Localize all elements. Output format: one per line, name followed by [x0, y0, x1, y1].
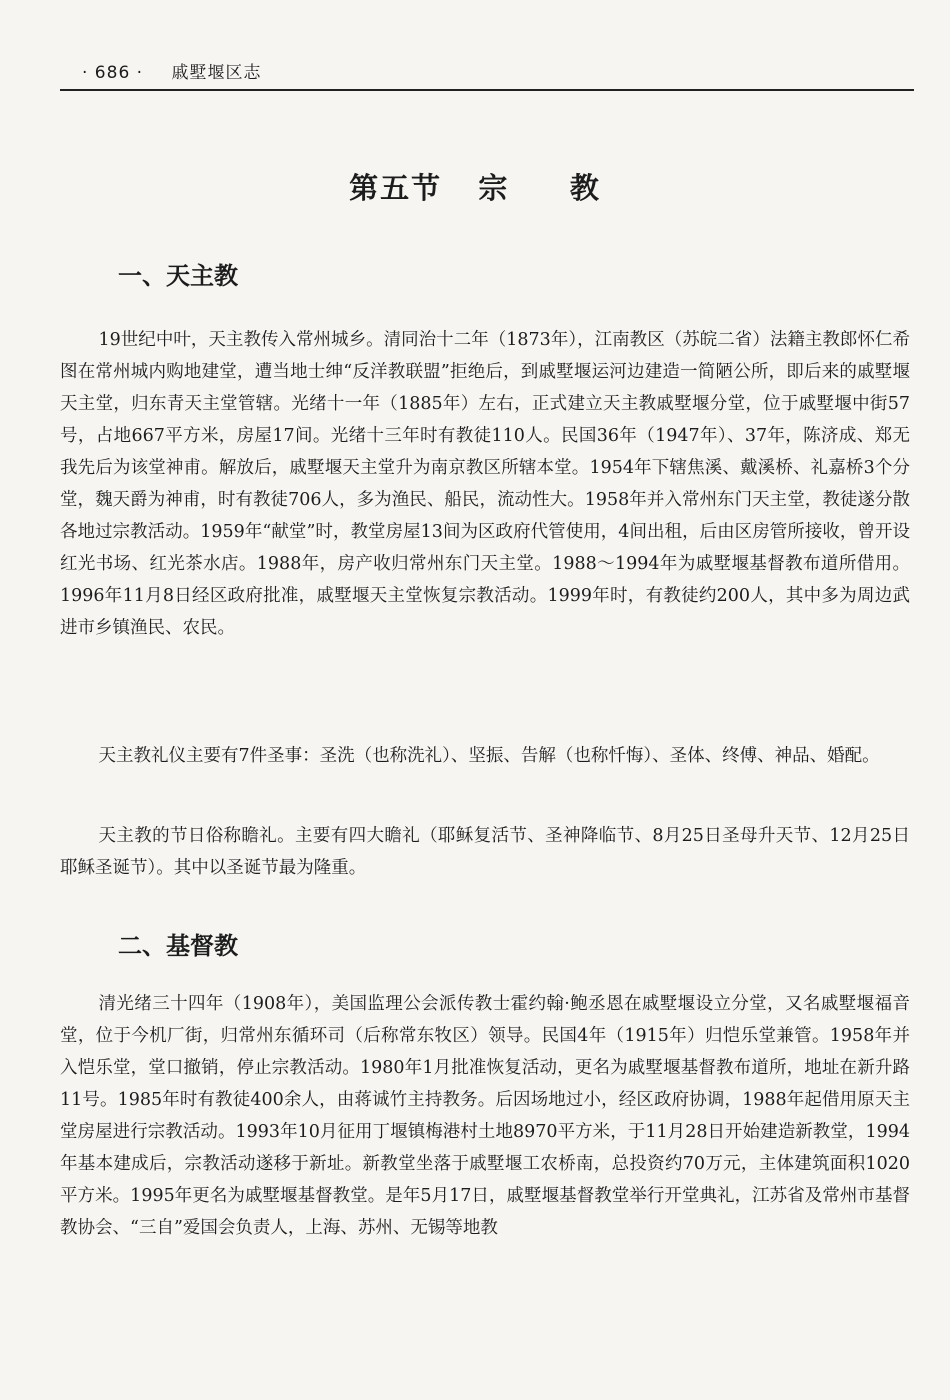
paragraph-catholic-festivals: 天主教的节日俗称瞻礼。主要有四大瞻礼（耶稣复活节、圣神降临节、8月25日圣母升天节、12月25日耶稣圣诞节）。其中以圣诞节最为隆重。	[60, 826, 910, 878]
section-title: 第五节 宗 教	[349, 171, 601, 205]
heading-christianity: 二、基督教	[118, 932, 238, 960]
paragraph-christian-history: 清光绪三十四年（1908年），美国监理公会派传教士霍约翰·鲍丞恩在戚墅堰设立分堂，又名戚墅堰福音堂，位于今机厂街，归常州东循环司（后称常东牧区）领导。民国4年（1915年）归恺乐堂兼管。1958年并入恺乐堂，堂口撤销，停止宗教活动。1980年1月批准恢复活动，更名为戚墅堰基督教布道所，地址在新升路11号。1985年时有教徒400余人，由蒋诚竹主持教务。后因场地过小，经区政府协调，1988年起借用原天主堂房屋进行宗教活动。1993年10月征用丁堰镇梅港村土地8970平方米，于11月28日开始建造新教堂，1994年基本建成后，宗教活动遂移于新址。新教堂坐落于戚墅堰工农桥南，总投资约70万元，主体建筑面积1020平方米。1995年更名为戚墅堰基督教堂。是年5月17日，戚墅堰基督教堂举行开堂典礼，江苏省及常州市基督教协会、“三自”爱国会负责人，上海、苏州、无锡等地教	[60, 994, 910, 1238]
header-rule	[60, 89, 914, 91]
book-title: 戚墅堰区志	[171, 63, 262, 83]
page-number: · 686 ·	[82, 63, 144, 83]
paragraph-catholic-sacraments: 天主教礼仪主要有7件圣事：圣洗（也称洗礼）、坚振、告解（也称忏悔）、圣体、终傅、神品、婚配。	[98, 746, 880, 766]
heading-catholicism: 一、天主教	[118, 262, 238, 290]
running-header	[82, 58, 910, 83]
paragraph-catholic-history: 19世纪中叶，天主教传入常州城乡。清同治十二年（1873年），江南教区（苏皖二省）法籍主教郎怀仁希图在常州城内购地建堂，遭当地士绅“反洋教联盟”拒绝后，到戚墅堰运河边建造一简陋公所，即后来的戚墅堰天主堂，归东青天主堂管辖。光绪十一年（1885年）左右，正式建立天主教戚墅堰分堂，位于戚墅堰中街57号，占地667平方米，房屋17间。光绪十三年时有教徒110人。民国36年（1947年）、37年，陈济成、郑无我先后为该堂神甫。解放后，戚墅堰天主堂升为南京教区所辖本堂。1954年下辖焦溪、戴溪桥、礼嘉桥3个分堂，魏天爵为神甫，时有教徒706人，多为渔民、船民，流动性大。1958年并入常州东门天主堂，教徒遂分散各地过宗教活动。1959年“献堂”时，教堂房屋13间为区政府代管使用，4间出租，后由区房管所接收，曾开设红光书场、红光茶水店。1988年，房产收归常州东门天主堂。1988～1994年为戚墅堰基督教布道所借用。1996年11月8日经区政府批准，戚墅堰天主堂恢复宗教活动。1999年时，有教徒约200人，其中多为周边武进市乡镇渔民、农民。	[60, 330, 910, 638]
